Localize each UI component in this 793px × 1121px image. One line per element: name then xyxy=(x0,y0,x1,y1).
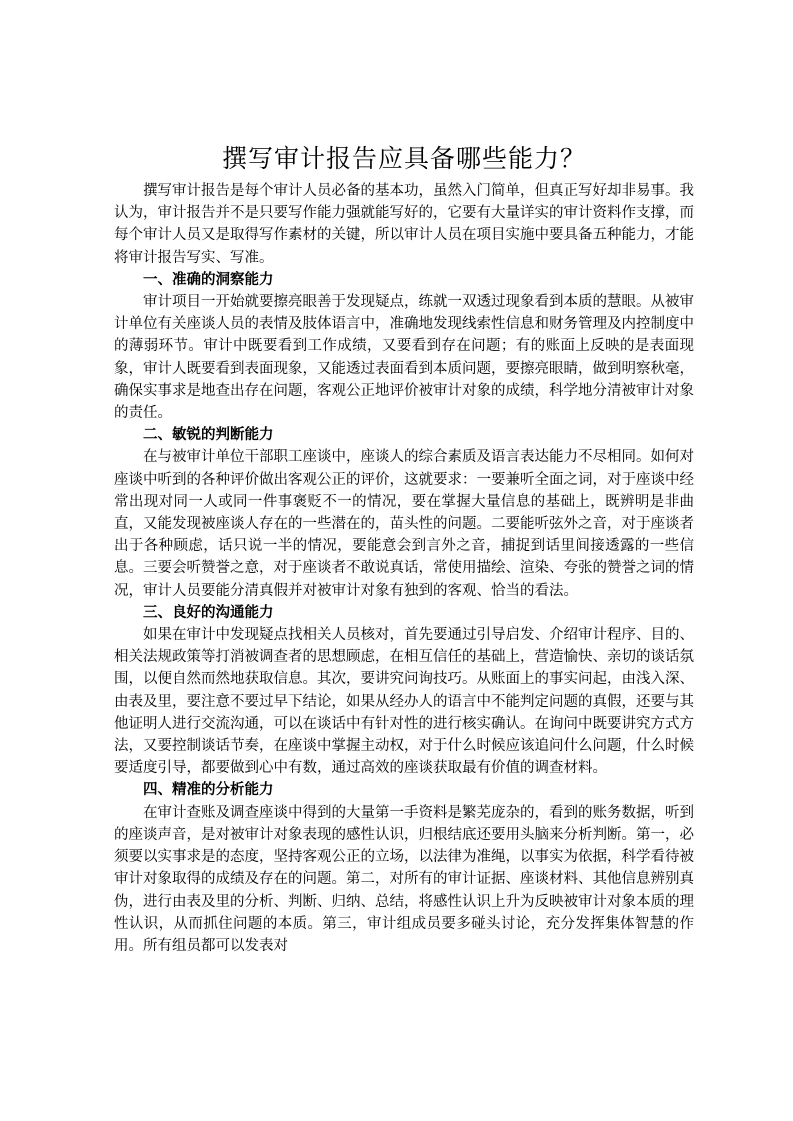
document-title: 撰写审计报告应具备哪些能力？ xyxy=(221,144,586,173)
section-body-3: 如果在审计中发现疑点找相关人员核对，首先要通过引导启发、介绍审计程序、目的、相关法规政策等打消被调查者的思想顾虑，在相互信任的基础上，营造愉快、亲切的谈话氛围，以便自然而然地获取信息。其次，要讲究问询技巧。从账面上的事实问起，由浅入深、由表及里，要注意不要过早下结论，如果从经办人的语言中不能判定问题的真假，还要与其他证明人进行交流沟通，可以在谈话中有针对性的进行核实确认。在询问中既要讲究方式方法，又要控制谈话节奏，在座谈中掌握主动权，对于什么时候应该追问什么问题，什么时候要适度引导，都要做到心中有数，通过高效的座谈获取最有价值的调查材料。 xyxy=(114,627,694,777)
section-heading-4: 四、精准的分析能力 xyxy=(143,781,274,799)
section-body-2: 在与被审计单位干部职工座谈中，座谈人的综合素质及语言表达能力不尽相同。如何对座谈中听到的各种评价做出客观公正的评价，这就要求：一要兼听全面之词，对于座谈中经常出现对同一人或同一件事褒贬不一的情况，要在掌握大量信息的基础上，既辨明是非曲直，又能发现被座谈人存在的一些潜在的，苗头性的问题。二要能听弦外之音，对于座谈者出于各种顾虑，话只说一半的情况，要能意会到言外之音，捕捉到话里间接透露的一些信息。三要会听赞誉之意，对于座谈者不敢说真话，常使用描绘、渲染、夸张的赞誉之词的情况，审计人员要能分清真假并对被审计对象有独到的客观、恰当的看法。 xyxy=(114,449,694,599)
intro-paragraph: 撰写审计报告是每个审计人员必备的基本功，虽然入门简单，但真正写好却非易事。我认为，审计报告并不是只要写作能力强就能写好的，它要有大量详实的审计资料作支撑，而每个审计人员又是取得写作素材的关键，所以审计人员在项目实施中要具备五种能力，才能将审计报告写实、写准。 xyxy=(114,183,694,266)
section-heading-3: 三、良好的沟通能力 xyxy=(143,603,274,621)
document-page xyxy=(114,142,694,957)
section-heading-2: 二、敏锐的判断能力 xyxy=(143,426,274,444)
section-body-1: 审计项目一开始就要擦亮眼善于发现疑点，练就一双透过现象看到本质的慧眼。从被审计单位有关座谈人员的表情及肢体语言中，准确地发现线索性信息和财务管理及内控制度中的薄弱环节。审计中既要看到工作成绩，又要看到存在问题；有的账面上反映的是表面现象，审计人既要看到表面现象，又能透过表面看到本质问题，要擦亮眼睛，做到明察秋毫，确保实事求是地查出存在问题，客观公正地评价被审计对象的成绩，科学地分清被审计对象的责任。 xyxy=(114,294,694,422)
section-body-4: 在审计查账及调查座谈中得到的大量第一手资料是繁芜庞杂的，看到的账务数据，听到的座谈声音，是对被审计对象表现的感性认识，归根结底还要用头脑来分析判断。第一，必须要以实事求是的态度，坚持客观公正的立场，以法律为准绳，以事实为依据，科学看待被审计对象取得的成绩及存在的问题。第二，对所有的审计证据、座谈材料、其他信息辨别真伪，进行由表及里的分析、判断、归纳、总结，将感性认识上升为反映被审计对象本质的理性认识，从而抓住问题的本质。第三，审计组成员要多碰头讨论，充分发挥集体智慧的作用。所有组员都可以发表对 xyxy=(114,804,694,954)
section-heading-1: 一、准确的洞察能力 xyxy=(143,270,274,288)
